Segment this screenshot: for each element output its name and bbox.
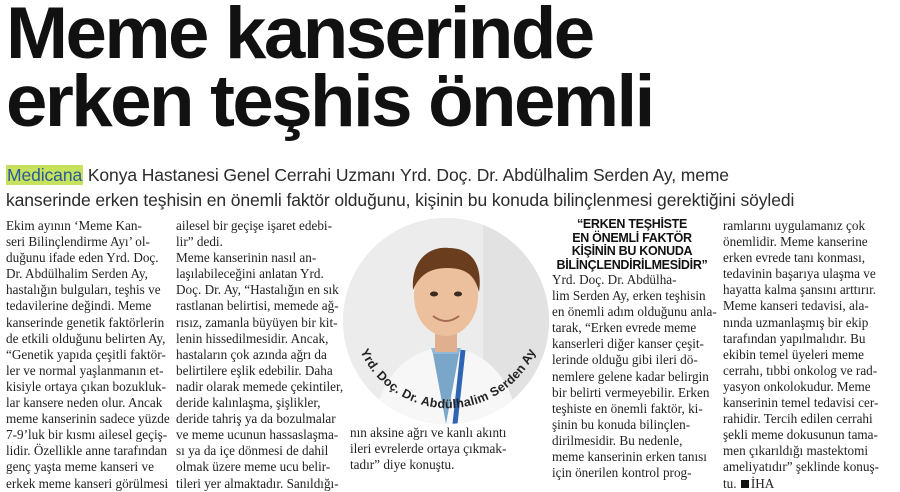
text-line: tileri yer almaktadır. Sanıldığı- (176, 475, 339, 491)
text-line: hastaların çok azında ağrı da (176, 346, 327, 362)
text-line: ailesel bir geçişe işaret edebi- (176, 218, 332, 233)
text-line: lim Serden Ay, erken teşhisin (552, 288, 706, 304)
text-line: dirilmesidir. Bu nedenle, (552, 432, 683, 448)
text-line: yasyon onkolokudur. Meme (723, 378, 871, 394)
article-column-2 (176, 218, 344, 492)
text-line: rastlanan belirtisi, memede ağ- (176, 298, 339, 314)
text-line: hayatta kalma şansını arttırır. (723, 282, 877, 298)
svg-text:Yrd. Doç. Dr. Abdülhalim Serde (358, 346, 539, 411)
text-line: ve meme ucunun hassaslaşma- (176, 427, 339, 443)
article-column-1 (6, 218, 170, 492)
text-line: EN ÖNEMLİ FAKTÖR (572, 230, 692, 245)
headline-line-2: erken teşhis önemli (6, 61, 653, 142)
text-line: cerrahı, tıbbi onkolog ve rad- (723, 362, 878, 378)
text-line: şekli meme dokusunun tama- (723, 427, 878, 443)
text-line: BİLİNÇLENDİRİLMESİDİR” (556, 257, 708, 272)
text-line: Dr. Abdülhalim Serden Ay, (6, 266, 148, 282)
text-line: Ekim ayının ‘Meme Kan- (6, 218, 142, 233)
text-line: ameliyatıdır” şeklinde konuş- (723, 459, 880, 475)
text-line: tedavilerine değindi. Meme (6, 298, 152, 314)
text-line: rahidir. Tercih edilen cerrahi (723, 411, 873, 427)
text-line: tadır” diye konuştu. (350, 457, 455, 473)
text-line: tedavinin başarıya ulaşma ve (723, 266, 876, 282)
text-line: kanserinde genetik faktörlerin (6, 314, 165, 330)
text-line: belirtilere eşlik edebilir. Daha (176, 362, 333, 378)
text-line: ramlarını uygulamanız çok (723, 218, 866, 233)
text-line: “Genetik yapıda çeşitli faktör- (6, 346, 166, 362)
text-line: kanserleri diğer kanser çeşit- (552, 336, 704, 352)
lead-line-2: kanserinde erken teşhisin en önemli faktör olduğunu, kişinin bu konuda bilinçlenmesi gerektiğini söyledi (6, 190, 795, 210)
text-line: olmak üzere meme ucu belir- (176, 459, 331, 475)
text-line: de etkili olduğunu belirten Ay, (6, 330, 166, 346)
text-line: sı ya da içe dönmesi de dahil (176, 443, 329, 459)
text-line: lar kansere neden olur. Ancak (6, 395, 163, 411)
text-line: bir belirti vermeyebilir. Erken (552, 384, 710, 400)
text-line: hastalığın bulguları, teşhis ve (6, 282, 161, 298)
text-line: ekibin temel üyeleri meme (723, 346, 864, 362)
headline-line-1: Meme kanserinde (6, 0, 593, 74)
text-line: nadir olarak memede çekintiler, (176, 378, 344, 394)
photo-caption (343, 218, 549, 424)
text-line: duğunu ifade eden Yrd. Doç. (6, 250, 159, 266)
brand-highlight: Medicana (7, 165, 83, 185)
text-line: nın aksine ağrı ve kanlı akıntı (350, 425, 507, 440)
news-source: İHA (750, 475, 775, 491)
photo-caption-text: Yrd. Doç. Dr. Abdülhalim Serden Ay (357, 346, 539, 412)
text-line: nında uzmanlaşmış bir ekip (723, 314, 869, 330)
text-line: meme kanserinin erken tanısı (552, 449, 707, 465)
text-line: men çıkarıldığı mastektomi (723, 443, 869, 459)
subheading (552, 218, 712, 272)
text-line: ileri evrelerde ortaya çıkmak- (350, 441, 507, 457)
lead-line-1 (6, 163, 896, 188)
text-line: Meme kanserinin nasıl an- (176, 250, 317, 266)
text-line: ler ve normal yaşlanmanın et- (6, 362, 164, 378)
text-line: tarak, “Erken evrede meme (552, 320, 697, 336)
article-column-4 (723, 218, 895, 492)
column-3-body (552, 272, 717, 481)
text-line: teşhiste en önemli faktör, ki- (552, 400, 703, 416)
text-line: lerinde olduğu gibi ileri dö- (552, 352, 698, 368)
text-line: deride tahriş ya da bozulmalar (176, 411, 336, 427)
text-line: 7-9’luk bir kısmı ailesel geçiş- (6, 427, 168, 443)
column-4-last-line (723, 476, 895, 492)
text-line: Yrd. Doç. Dr. Abdülha- (552, 272, 677, 287)
text-line: lenin hissedilmesidir. Ancak, (176, 330, 329, 346)
article-column-2-continued (350, 425, 540, 473)
text-line: rısız, zamanla büyüyen bir kit- (176, 314, 338, 330)
text-line: tarafından yapılmalıdır. Bu (723, 330, 866, 346)
text-line: erkek meme kanseri görülmesi (6, 475, 169, 491)
text-line: nemlere gelene kadar belirgin (552, 368, 709, 384)
text-line: seri Bilinçlendirme Ayı’ ol- (6, 234, 150, 250)
lead-paragraph (6, 163, 896, 213)
column-4-body (723, 218, 895, 476)
text-line: “ERKEN TEŞHİSTE (576, 217, 688, 231)
text-line: lidir. Özellikle anne tarafından (6, 443, 168, 459)
lead-line-1-text: Konya Hastanesi Genel Cerrahi Uzmanı Yrd. Doç. Dr. Abdülhalim Serden Ay, meme (83, 165, 729, 185)
text-line: için önerilen kontrol prog- (552, 465, 692, 481)
text-line: KİŞİNİN BU KONUDA (571, 244, 693, 258)
text-line: kisiyle ortaya çıkan bozukluk- (6, 378, 167, 394)
text-line: kanserinin temel tedavisi cer- (723, 395, 879, 411)
text-line: deride kalınlaşma, şişlikler, (176, 395, 321, 411)
text-line: laşılabileceğini anlatan Yrd. (176, 266, 324, 282)
end-square-icon (741, 480, 749, 488)
text-line: lir” dedi. (176, 234, 223, 250)
text-line: Meme kanseri tedavisi, ala- (723, 298, 869, 314)
text-line: genç yaşta meme kanseri ve (6, 459, 154, 475)
text-line: en önemli adım olduğunu anla- (552, 304, 717, 320)
headline (6, 0, 900, 142)
article-column-3 (552, 217, 717, 481)
text-line: önemlidir. Meme kanserine (723, 234, 868, 250)
text-line: meme kanserinin sadece yüzde (6, 411, 170, 427)
text-line: Doç. Dr. Ay, “Hastalığın en sık (176, 282, 339, 298)
column-4-end-text: tu. (723, 475, 737, 491)
text-line: erken evrede tanı konması, (723, 250, 866, 266)
text-line: şinin bu konuda bilinçlen- (552, 416, 691, 432)
